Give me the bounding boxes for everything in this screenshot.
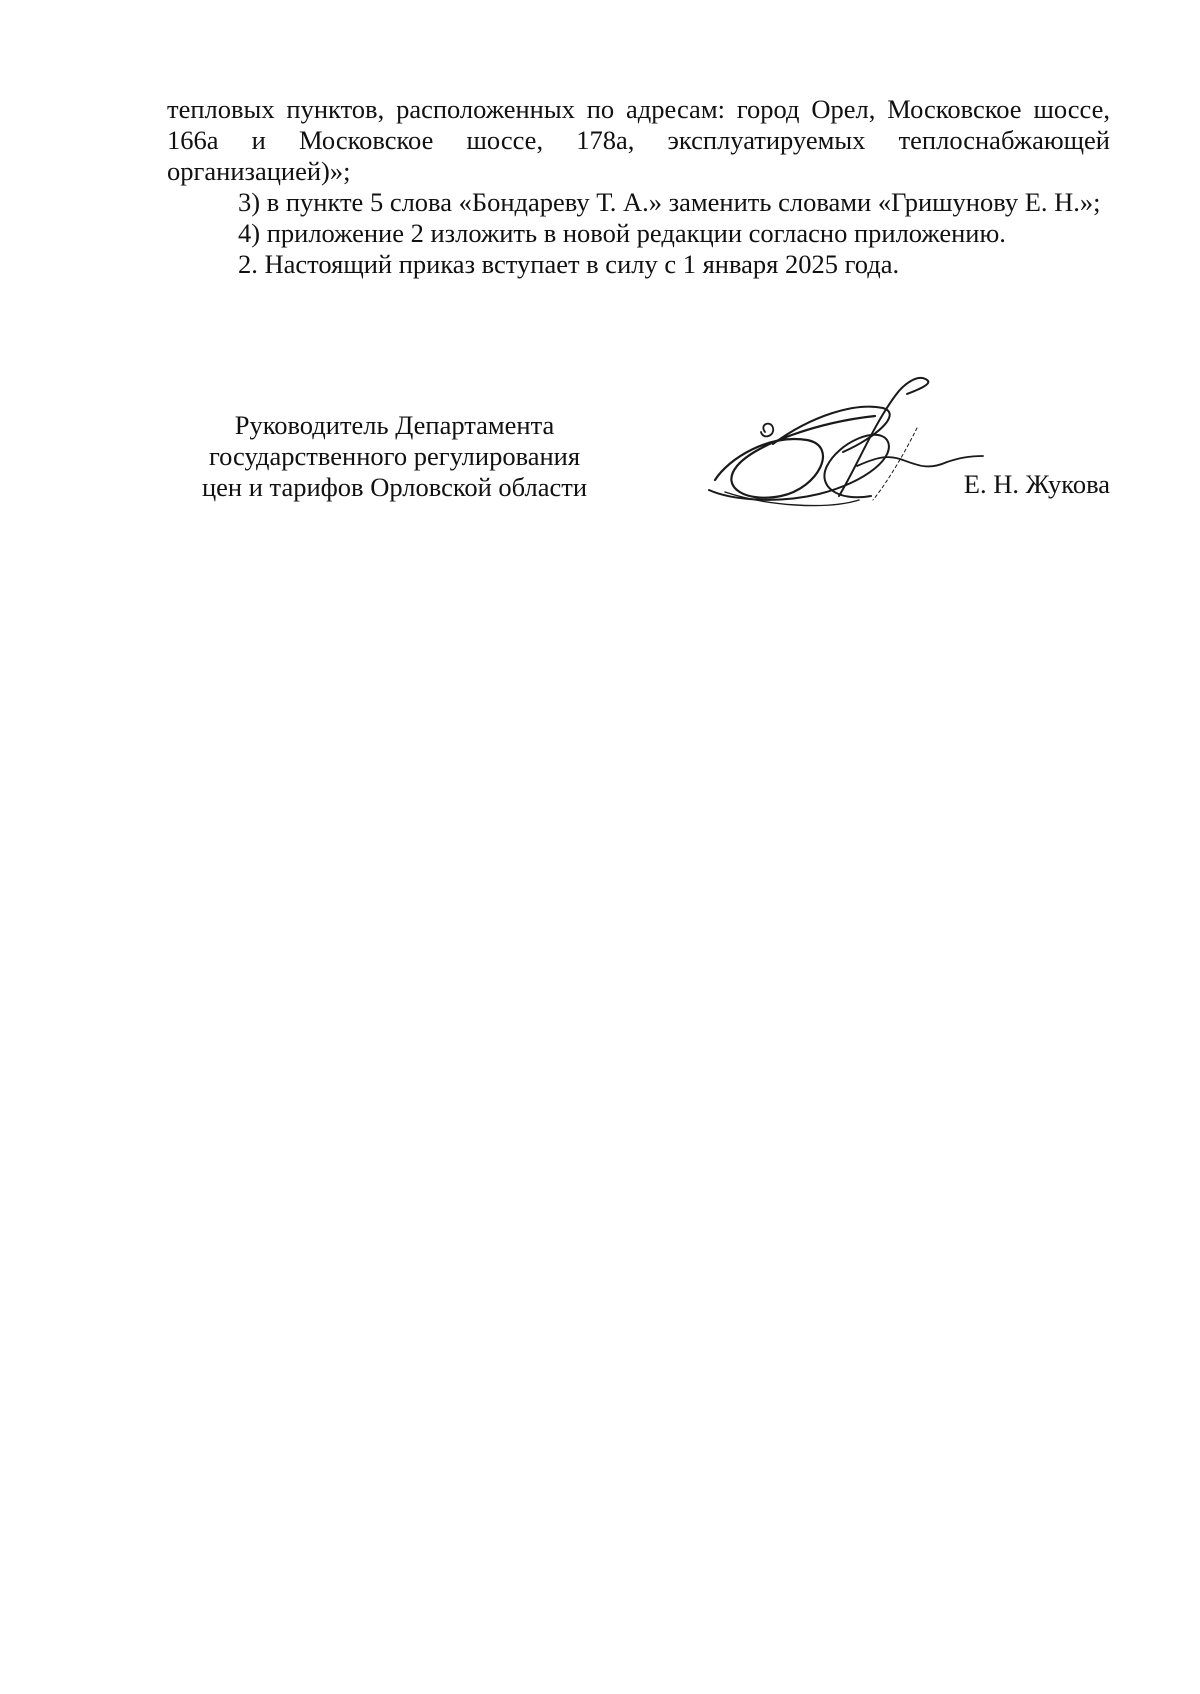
signer-position-line-1: Руководитель Департамента xyxy=(234,410,555,440)
paragraph-effective-date: 2. Настоящий приказ вступает в силу с 1 января 2025 года. xyxy=(238,249,900,279)
signer-position-line-3: цен и тарифов Орловской области xyxy=(201,472,587,502)
signer-position-line-2: государственного регулирования xyxy=(208,441,581,471)
paragraph-continuation: тепловых пунктов, расположенных по адресам: город Орел, Московское шоссе, 166а и Московское шоссе, 178а, эксплуатируемых теплоснабжающей организацией)»; xyxy=(167,94,1110,186)
signer-name: Е. Н. Жукова xyxy=(963,469,1110,499)
paragraph-item-4: 4) приложение 2 изложить в новой редакции согласно приложению. xyxy=(238,218,1006,248)
signature-block xyxy=(167,410,1110,520)
paragraph-item-3: 3) в пункте 5 слова «Бондареву Т. А.» заменить словами «Гришунову Е. Н.»; xyxy=(238,187,1101,217)
handwritten-signature xyxy=(707,370,1107,530)
document-body xyxy=(167,94,1110,280)
signer-position xyxy=(167,410,622,503)
